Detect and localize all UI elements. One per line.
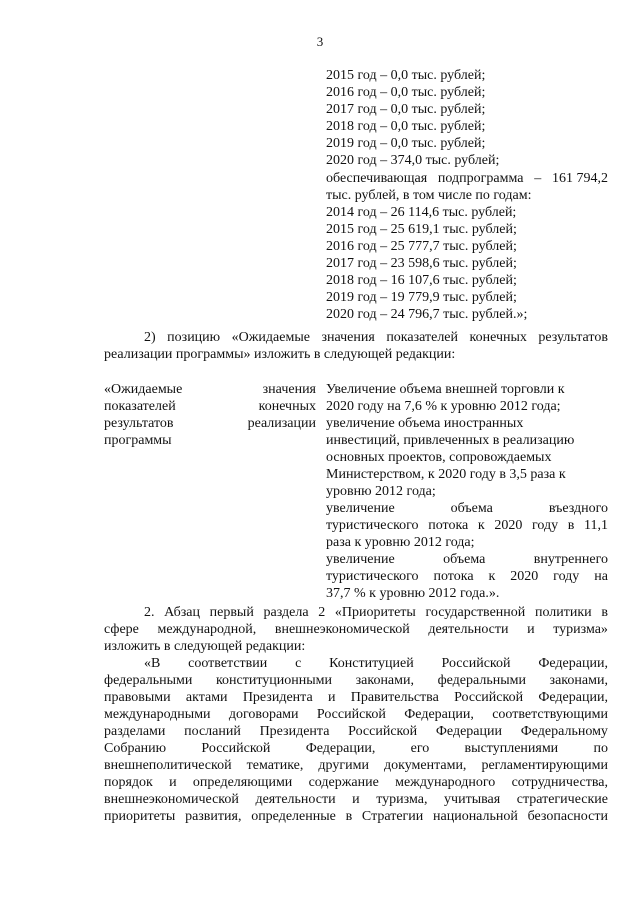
word: Федерации, [538,656,608,671]
left-row [104,432,316,449]
word: актами [185,690,228,705]
word: внешнеполитической [104,758,232,773]
text-line: увеличение объема иностранных [326,416,524,431]
word: 2020 [494,518,523,533]
word: развития, [185,809,242,824]
justified-line [326,500,608,517]
word: тематике, [246,758,304,773]
item2-line1 [144,329,608,346]
word: посланий [184,724,241,739]
justified-line [104,757,608,774]
word: международного [395,775,496,790]
subprogram-line2: тыс. рублей, в том числе по годам: [326,188,532,203]
word: программы [104,433,172,448]
word: обеспечивающая [326,171,428,186]
word: Российской [316,707,386,722]
word: разделами [104,724,166,739]
justified-line [326,568,608,585]
word: конституционными [215,673,333,688]
word: 2020 [510,569,539,584]
year-line: 2017 год – 23 598,6 тыс. рублей; [326,256,517,271]
word: деятельности [255,792,336,807]
word: и [169,775,177,790]
word: Абзац [164,605,200,620]
word: году [553,569,580,584]
word: туризма» [553,622,608,637]
text-line: 37,7 % к уровню 2012 года.». [326,586,500,601]
text-line: Министерством, к 2020 году в 3,5 раза к [326,467,566,482]
word: и [327,690,336,705]
justified-line [104,672,608,689]
funding-line: 2017 год – 0,0 тыс. рублей; [326,102,486,117]
word: законами, [355,673,415,688]
justified-line [104,706,608,723]
left-row [104,415,316,432]
word: политики [534,605,592,620]
word: значения [321,330,375,345]
funding-line: 2018 год – 0,0 тыс. рублей; [326,119,486,134]
justified-line [104,621,608,638]
word: Федерации [435,724,502,739]
word: «Ожидаемые [231,330,310,345]
word: – [534,171,542,186]
word: 161 794,2 [551,171,608,186]
item2-line2: реализации программы» изложить в следующей редакции: [104,347,456,362]
word: международной, [157,622,257,637]
justified-line [326,551,608,568]
word: Стратегии [361,809,424,824]
left-row [104,381,316,398]
justified-line [104,689,608,706]
word: 2 [318,605,326,620]
year-line: 2016 год – 25 777,7 тыс. рублей; [326,239,517,254]
left-row [104,398,316,415]
word: внешнеэкономической [274,622,410,637]
word: Президента [259,724,330,739]
text-line: уровню 2012 года; [326,484,436,499]
word: федеральными [104,673,193,688]
justified-line [104,604,608,621]
word: Федеральному [520,724,608,739]
funding-line: 2016 год – 0,0 тыс. рублей; [326,85,486,100]
year-line: 2018 год – 16 107,6 тыс. рублей; [326,273,517,288]
word: его [410,741,430,756]
word: Федерации, [305,741,376,756]
word: договорами [228,707,299,722]
justified-line [104,740,608,757]
justified-line [104,655,608,672]
year-line: 2015 год – 25 619,1 тыс. рублей; [326,222,517,237]
word: по [593,741,608,756]
justified-line [104,791,608,808]
word: учитывая [444,792,501,807]
word: в [567,518,575,533]
word: реализации [247,416,316,431]
word: конечных [258,399,316,414]
word: Конституцией [329,656,414,671]
word: Российской [348,724,418,739]
word: к [477,518,485,533]
word: деятельности [428,622,509,637]
subprogram-years [326,204,527,323]
word: с [295,656,302,671]
word: соответствии [188,656,268,671]
word: определяющими [192,775,293,790]
word: соответствующими [492,707,608,722]
word: порядок [104,775,153,790]
word: Президента [242,690,313,705]
text-line: основных проектов, сопровождаемых [326,450,552,465]
word: объема [450,501,493,516]
word: государственной [425,605,526,620]
word: значения [262,382,316,397]
word: внешнеэкономической [104,792,239,807]
word: 2) [144,330,156,345]
word: федеральными [437,673,526,688]
justified-line [104,723,608,740]
word: Собранию [104,741,167,756]
subprogram-heading [326,170,608,187]
word: другими [318,758,369,773]
page-number: 3 [316,34,324,49]
text-line: инвестиций, привлеченных в реализацию [326,433,575,448]
word: сфере [104,622,139,637]
word: правовыми [104,690,171,705]
word: регламентирующими [481,758,608,773]
justified-line [104,808,608,825]
word: Российской [201,741,271,756]
word: выступлениями [464,741,559,756]
word: потока [433,569,474,584]
text-line: раза к уровню 2012 года; [326,535,475,550]
text-line: Увеличение объема внешней торговли к [326,382,565,397]
year-line: 2020 год – 24 796,7 тыс. рублей.»; [326,307,528,322]
word: 2. [144,605,155,620]
section2-paragraph [104,604,608,825]
funding-line: 2015 год – 0,0 тыс. рублей; [326,68,486,83]
word: определенные [251,809,336,824]
word: туризма, [376,792,428,807]
table-left-cell [104,381,316,449]
year-line: 2014 год – 26 114,6 тыс. рублей; [326,205,517,220]
funding-line: 2020 год – 374,0 тыс. рублей; [326,153,500,168]
word: и [527,622,535,637]
word: приоритеты [104,809,176,824]
word: показателей [386,330,459,345]
word: потока [428,518,469,533]
word: внутреннего [533,552,608,567]
word: туристического [326,569,419,584]
word: результатов [104,416,174,431]
word: национальной [433,809,518,824]
word: Российской [441,656,511,671]
text-line: изложить в следующей редакции: [104,639,306,654]
funding-line: 2019 год – 0,0 тыс. рублей; [326,136,486,151]
word: туристического [326,518,419,533]
word: международными [104,707,211,722]
word: сотрудничества, [511,775,608,790]
word: и [352,792,360,807]
justified-line [326,517,608,534]
word: Российской [454,690,524,705]
year-line: 2019 год – 19 779,9 тыс. рублей; [326,290,517,305]
word: конечных [469,330,527,345]
word: «Приоритеты [334,605,416,620]
word: к [488,569,496,584]
word: результатов [538,330,608,345]
word: подпрограмма [437,171,524,186]
text-line: 2020 году на 7,6 % к уровню 2012 года; [326,399,561,414]
word: содержание [308,775,379,790]
word: году [531,518,559,533]
word: показателей [104,399,176,414]
word: увеличение [326,552,395,567]
funding-list [326,67,499,169]
word: увеличение [326,501,395,516]
word: Федерации, [538,690,608,705]
word: документами, [383,758,467,773]
table-right-cell [326,381,608,602]
word: Федерации, [404,707,474,722]
word: раздела [263,605,309,620]
word: объема [443,552,486,567]
word: «Ожидаемые [104,382,183,397]
word: 11,1 [584,518,608,533]
word: Правительства [350,690,439,705]
word: в [345,809,353,824]
justified-line [104,774,608,791]
word: законами, [549,673,608,688]
word: стратегические [516,792,608,807]
word: первый [209,605,254,620]
word: в [601,605,608,620]
word: въездного [548,501,608,516]
word: безопасности [527,809,608,824]
word: «В [144,656,161,671]
word: на [594,569,608,584]
word: позицию [167,330,221,345]
